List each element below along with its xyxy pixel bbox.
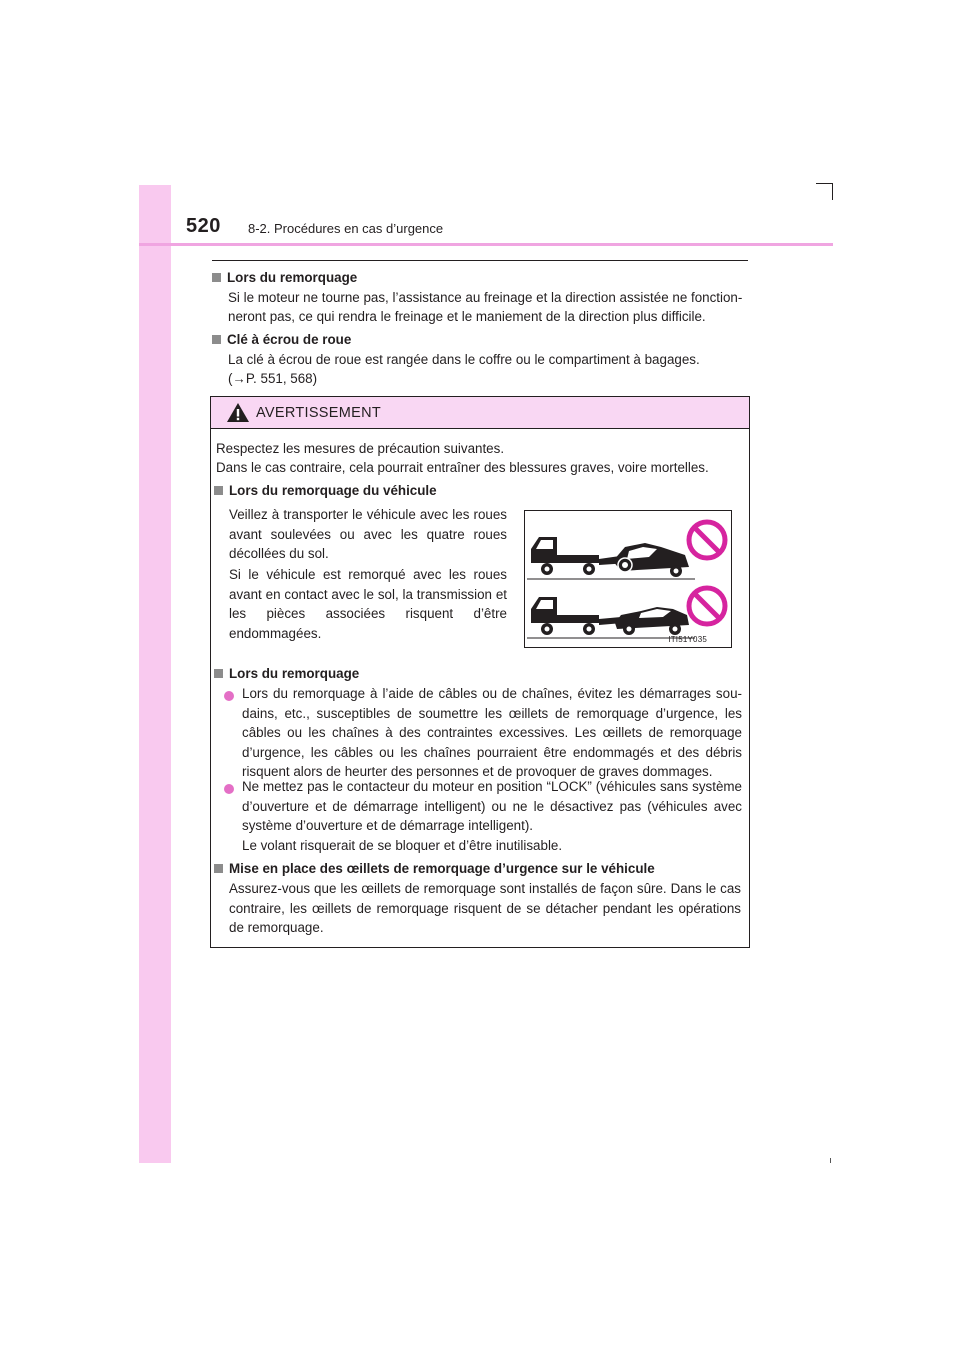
towing-vehicle-para: Si le véhicule est remorqué avec les roues avant en contact avec le sol, la transmission et les pièces associées risquent d’être endommagées. [229, 567, 507, 641]
towing-note: Le volant risquerait de se bloquer et d’être inutilisable. [242, 838, 563, 853]
square-bullet-icon [214, 669, 223, 678]
section-title: 8-2. Procédures en cas d’urgence [248, 221, 444, 236]
square-bullet-icon [212, 335, 221, 344]
towing-illustration [524, 510, 732, 648]
intro-page-ref[interactable]: (→P. 551, 568) [228, 371, 318, 386]
page-sidebar [139, 185, 171, 1163]
header-rule [139, 243, 833, 246]
prohibition-icon [689, 522, 725, 558]
warning-heading-eyelets: Mise en place des œillets de remorquage d’urgence sur le véhicule [214, 859, 655, 879]
warning-header [211, 397, 749, 429]
square-bullet-icon [214, 864, 223, 873]
pink-dot-bullet-icon [224, 686, 242, 706]
warning-intro: Respectez les mesures de précaution suivantes. [216, 441, 505, 456]
towing-vehicle-para: Veillez à transporter le véhicule avec les roues avant soulevées ou avec les quatre roues décollées du sol. [229, 507, 507, 561]
warning-heading-towing: Lors du remorquage [214, 664, 359, 684]
crop-mark [830, 1158, 831, 1163]
crop-mark [832, 183, 833, 200]
crop-mark [816, 183, 833, 184]
intro-heading-towing: Lors du remorquage [212, 268, 357, 288]
warning-triangle-icon [226, 402, 250, 428]
square-bullet-icon [214, 486, 223, 495]
intro-heading-wheel-wrench: Clé à écrou de roue [212, 330, 351, 350]
warning-heading-towing-vehicle: Lors du remorquage du véhicule [214, 481, 437, 501]
towing-bullet-1: Lors du remorquage à l’aide de câbles ou de chaînes, évitez les démarrages soudains, etc., susceptibles de soumettre les œillets de remorquage d’urgence, les câbles ou les chaînes à des contraintes excessives. Les œillets de remorquage d’urgence, les câbles ou les chaînes pourraient être endommagés et des débris risquent alors de heurter des personnes et de provoquer de graves dommages. [242, 686, 742, 779]
illustration-code: ITI51Y035 [668, 635, 707, 644]
divider [212, 260, 748, 261]
page-number: 520 [186, 215, 221, 237]
pink-dot-bullet-icon [224, 779, 242, 799]
warning-intro: Dans le cas contraire, cela pourrait entraîner des blessures graves, voire mortelles. [216, 460, 709, 475]
towing-bullet-2: Ne mettez pas le contacteur du moteur en position “LOCK” (véhicules sans système d’ouverture et de démarrage intelligent) ou ne le désactivez pas (véhicules avec système d’ouverture et de démarrage intelligent). [242, 779, 742, 833]
intro-line: Si le moteur ne tourne pas, l’assistance au freinage et la direction assistée ne fonction- [228, 290, 743, 305]
intro-line: neront pas, ce qui rendra le freinage et le maniement de la direction plus difficile. [228, 309, 706, 324]
square-bullet-icon [212, 273, 221, 282]
warning-title: AVERTISSEMENT [256, 405, 382, 421]
prohibition-icon [689, 588, 725, 624]
eyelets-text: Assurez-vous que les œillets de remorquage sont installés de façon sûre. Dans le cas contraire, les œillets de remorquage risquent de se détacher pendant les opérations de remorquage. [229, 881, 741, 935]
tow-truck-illustration-icon [525, 511, 731, 647]
intro-line: La clé à écrou de roue est rangée dans le coffre ou le compartiment à bagages. [228, 352, 700, 367]
